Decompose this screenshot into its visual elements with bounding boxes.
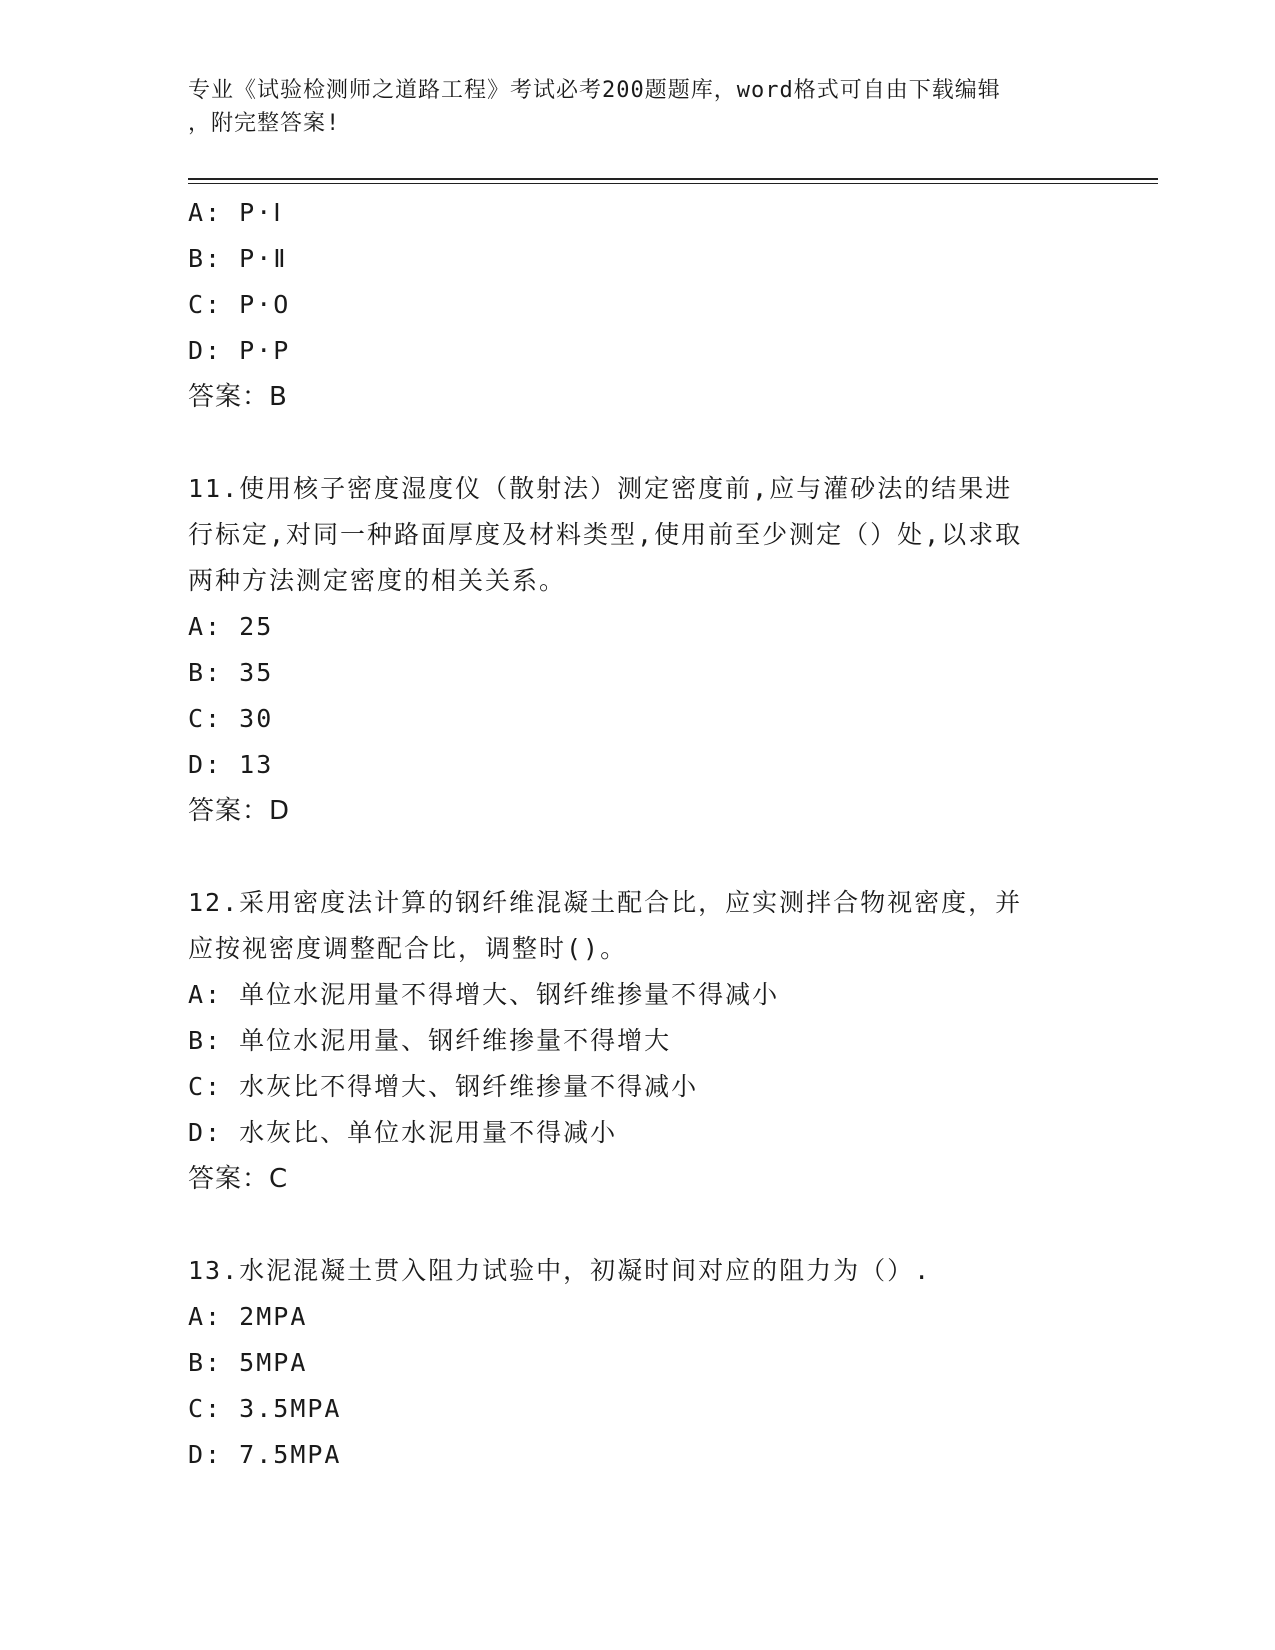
option-d <box>188 1110 1088 1156</box>
question-line: 13.水泥混凝土贯入阻力试验中，初凝时间对应的阻力为（）. <box>188 1256 932 1285</box>
question-line: 11.使用核子密度湿度仪（散射法）测定密度前,应与灌砂法的结果进 <box>188 474 1013 503</box>
document-header <box>188 74 1068 140</box>
option-text: 25 <box>239 612 274 641</box>
option-a <box>188 190 1088 236</box>
option-c <box>188 282 1088 328</box>
option-text: 水灰比、单位水泥用量不得减小 <box>239 1118 618 1147</box>
option-label: D: <box>188 1118 223 1147</box>
question-text <box>188 1248 1088 1294</box>
question-line: 两种方法测定密度的相关关系。 <box>188 566 567 595</box>
option-b <box>188 1018 1088 1064</box>
option-text: 单位水泥用量不得增大、钢纤维掺量不得减小 <box>239 980 780 1009</box>
option-text: 30 <box>239 704 274 733</box>
option-text: P·Ⅰ <box>239 198 283 227</box>
header-title-line-2: ，附完整答案! <box>188 111 341 136</box>
option-text: 5MPA <box>239 1348 308 1377</box>
option-text: P·O <box>239 290 291 319</box>
option-label: A: <box>188 980 223 1009</box>
header-title-line-1: 专业《试验检测师之道路工程》考试必考200题题库，word格式可自由下载编辑 <box>188 78 1001 103</box>
option-text: 35 <box>239 658 274 687</box>
option-label: B: <box>188 658 223 687</box>
option-label: D: <box>188 1440 223 1469</box>
document-body <box>188 190 1088 1478</box>
option-a <box>188 1294 1088 1340</box>
option-c <box>188 1064 1088 1110</box>
option-label: B: <box>188 1026 223 1055</box>
option-label: D: <box>188 750 223 779</box>
answer-line: 答案：D <box>188 796 291 826</box>
header-divider <box>188 178 1158 184</box>
option-label: B: <box>188 1348 223 1377</box>
option-text: 13 <box>239 750 274 779</box>
option-text: 单位水泥用量、钢纤维掺量不得增大 <box>239 1026 672 1055</box>
option-d <box>188 1432 1088 1478</box>
option-label: B: <box>188 244 223 273</box>
option-text: 水灰比不得增大、钢纤维掺量不得减小 <box>239 1072 699 1101</box>
question-line: 12.采用密度法计算的钢纤维混凝土配合比，应实测拌合物视密度，并 <box>188 888 1023 917</box>
option-text: P·P <box>239 336 291 365</box>
option-label: A: <box>188 198 223 227</box>
option-label: C: <box>188 1394 223 1423</box>
option-b <box>188 1340 1088 1386</box>
option-label: C: <box>188 290 223 319</box>
option-text: P·Ⅱ <box>239 244 288 273</box>
option-label: A: <box>188 1302 223 1331</box>
option-b <box>188 236 1088 282</box>
option-label: D: <box>188 336 223 365</box>
option-a <box>188 972 1088 1018</box>
option-text: 3.5MPA <box>239 1394 342 1423</box>
option-d <box>188 742 1088 788</box>
question-line: 行标定,对同一种路面厚度及材料类型,使用前至少测定（）处,以求取 <box>188 520 1023 549</box>
question-text <box>188 466 1088 604</box>
option-d <box>188 328 1088 374</box>
option-text: 2MPA <box>239 1302 308 1331</box>
answer-line: 答案：B <box>188 382 288 412</box>
option-label: C: <box>188 1072 223 1101</box>
question-10-continued <box>188 190 1088 420</box>
question-line: 应按视密度调整配合比，调整时()。 <box>188 934 628 963</box>
option-text: 7.5MPA <box>239 1440 342 1469</box>
question-13 <box>188 1248 1088 1478</box>
question-text <box>188 880 1088 972</box>
answer-line: 答案：C <box>188 1164 289 1194</box>
option-c <box>188 1386 1088 1432</box>
option-label: C: <box>188 704 223 733</box>
option-a <box>188 604 1088 650</box>
question-12 <box>188 880 1088 1202</box>
option-b <box>188 650 1088 696</box>
option-label: A: <box>188 612 223 641</box>
option-c <box>188 696 1088 742</box>
question-11 <box>188 466 1088 834</box>
